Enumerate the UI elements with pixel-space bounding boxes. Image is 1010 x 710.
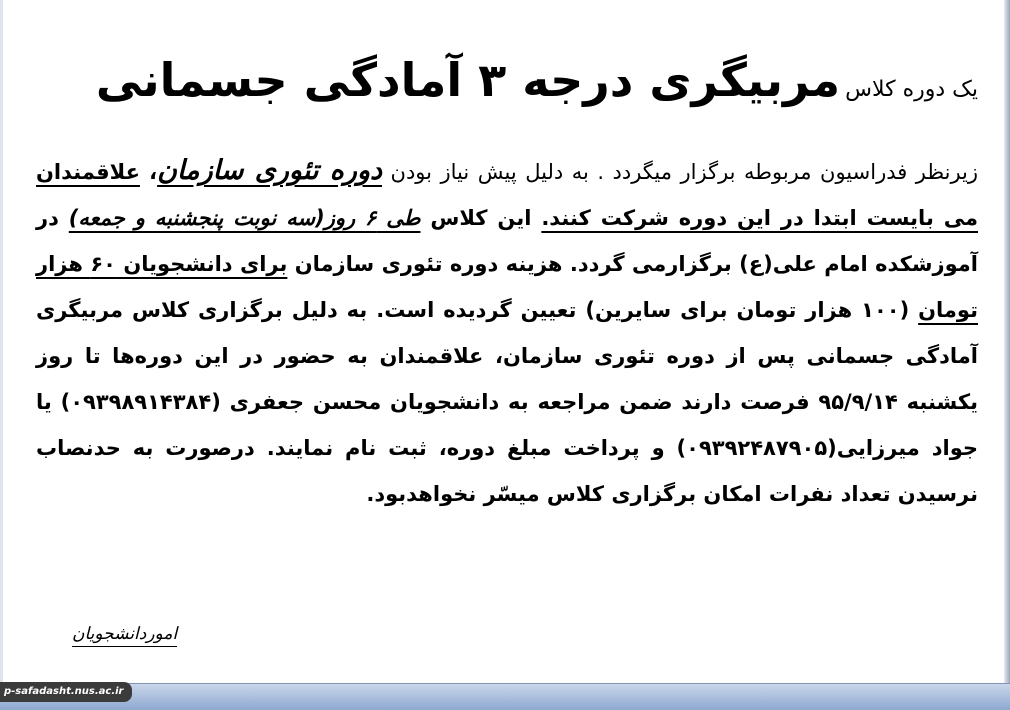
body-segment-requirement: علاقمندان می بایست ابتدا در این دوره شرکت کنند. [36,160,978,230]
body-segment: (۱۰۰ هزار تومان برای سایرین) تعیین گردیده است. به دلیل برگزاری کلاس مربیگری آمادگی جسمانی پس از دوره تئوری سازمان، علاقمندان به حضور در این دوره‌ها تا روز یکشنبه ۹۵/۹/۱۴ فرصت دارند ضمن مراجعه به دانشجویان محسن جعفری (۰۹۳۹۸۹۱۴۳۸۴) یا جواد میرزایی(۰۹۳۹۲۴۸۷۹۰۵) و پرداخت مبلغ دوره، ثبت نام نمایند. درصورت به حدنصاب نرسیدن تعداد نفرات امکان برگزاری کلاس میسّر نخواهدبود. [36,298,978,506]
body-segment: زیرنظر فدراسیون مربوطه برگزار میگردد . به دلیل پیش نیاز بودن [382,160,979,184]
signature: اموردانشجویان [72,624,177,647]
body-segment-schedule: طی ۶ روز(سه نوبت پنجشنبه و جمعه) [68,206,421,230]
body-segment: ، [139,160,158,184]
title-main: مربیگری درجه ۳ آمادگی جسمانی [95,53,841,107]
body-segment: این کلاس [420,206,542,230]
window-left-edge [0,0,3,710]
body-segment-student-fee: برای دانشجویان ۶۰ هزار تومان [36,252,978,322]
body-segment: در آموزشکده امام علی(ع) برگزارمی گردد. هزینه دوره تئوری سازمان [36,206,978,276]
body-segment-course-name: دوره تئوری سازمان [157,155,383,186]
window-bottom-bar [0,683,1010,710]
site-url-badge[interactable]: p-safadasht.nus.ac.ir [0,682,132,702]
title-prefix: یک دوره کلاس [845,77,978,102]
announcement-title [36,40,978,120]
announcement-body [36,148,978,517]
announcement-document [36,40,978,517]
window-right-edge [1004,0,1010,710]
